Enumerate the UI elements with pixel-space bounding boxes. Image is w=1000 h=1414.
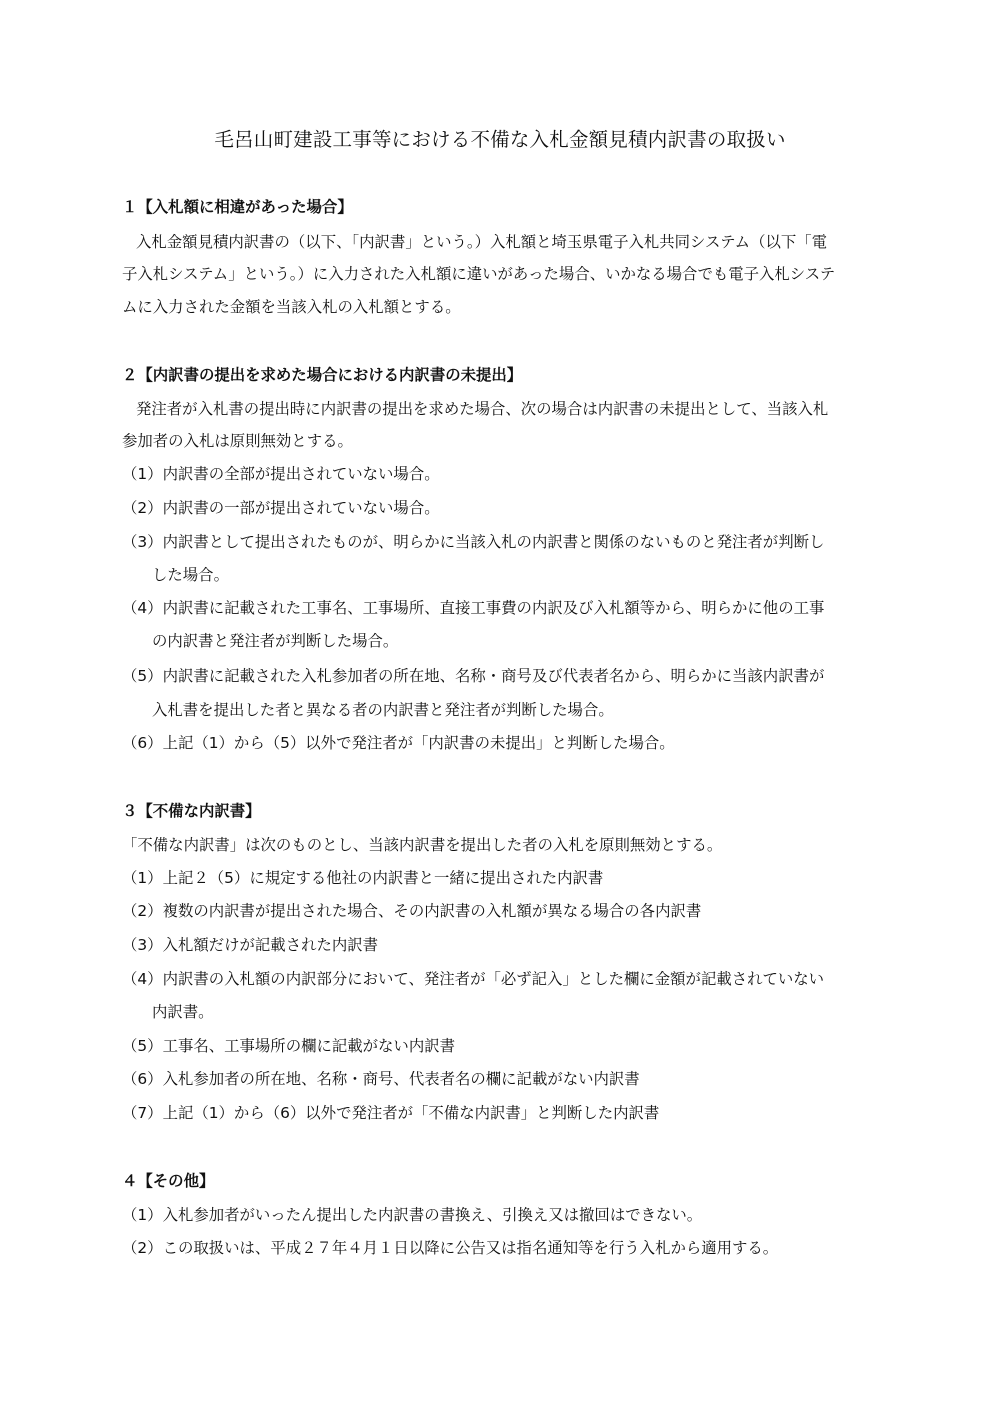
section-1-line-1: 入札金額見積内訳書の（以下、「内訳書」という。）入札額と埼玉県電子入札共同システム（以下「電 [136,233,828,251]
section-3-item-1: （1）上記２（5）に規定する他社の内訳書と一緒に提出された内訳書 [122,869,604,887]
section-1-line-2: 子入札システム」という。）に入力された入札額に違いがあった場合、いかなる場合でも電子入札システ [122,265,836,283]
section-3-item-2: （2）複数の内訳書が提出された場合、その内訳書の入札額が異なる場合の各内訳書 [122,902,702,920]
section-2-item-5: （5）内訳書に記載された入札参加者の所在地、名称・商号及び代表者名から、明らかに当該内訳書が [122,667,825,685]
section-3-item-5: （5）工事名、工事場所の欄に記載がない内訳書 [122,1037,455,1055]
section-2-item-2: （2）内訳書の一部が提出されていない場合。 [122,499,440,517]
section-3-item-6: （6）入札参加者の所在地、名称・商号、代表者名の欄に記載がない内訳書 [122,1070,640,1088]
section-2-item-4: （4）内訳書に記載された工事名、工事場所、直接工事費の内訳及び入札額等から、明らかに他の工事 [122,599,825,617]
section-3-item-4: （4）内訳書の入札額の内訳部分において、発注者が「必ず記入」とした欄に金額が記載されていない [122,970,825,988]
section-3-heading: ３【不備な内訳書】 [122,802,261,820]
section-2-item-5-cont: 入札書を提出した者と異なる者の内訳書と発注者が判断した場合。 [152,701,614,719]
section-3-item-7: （7）上記（1）から（6）以外で発注者が「不備な内訳書」と判断した内訳書 [122,1104,660,1122]
section-3-item-4-cont: 内訳書。 [152,1003,214,1021]
section-2-heading: ２【内訳書の提出を求めた場合における内訳書の未提出】 [122,366,523,384]
section-1-heading: １【入札額に相違があった場合】 [122,198,353,216]
section-4-item-2: （2）この取扱いは、平成２７年４月１日以降に公告又は指名通知等を行う入札から適用する。 [122,1239,779,1257]
section-2-item-4-cont: の内訳書と発注者が判断した場合。 [152,632,399,650]
section-2-item-1: （1）内訳書の全部が提出されていない場合。 [122,465,440,483]
section-2-item-3-cont: した場合。 [152,566,229,584]
section-4-item-1: （1）入札参加者がいったん提出した内訳書の書換え、引換え又は撤回はできない。 [122,1206,703,1224]
section-2-item-6: （6）上記（1）から（5）以外で発注者が「内訳書の未提出」と判断した場合。 [122,734,675,752]
section-1-line-3: ムに入力された金額を当該入札の入札額とする。 [122,298,461,316]
section-2-item-3: （3）内訳書として提出されたものが、明らかに当該入札の内訳書と関係のないものと発注者が判断し [122,533,825,551]
section-3-line-1: 「不備な内訳書」は次のものとし、当該内訳書を提出した者の入札を原則無効とする。 [122,836,723,854]
section-3-item-3: （3）入札額だけが記載された内訳書 [122,936,379,954]
section-2-line-1: 発注者が入札書の提出時に内訳書の提出を求めた場合、次の場合は内訳書の未提出として、当該入札 [136,400,829,418]
section-4-heading: ４【その他】 [122,1172,215,1190]
document-title: 毛呂山町建設工事等における不備な入札金額見積内訳書の取扱い [214,128,786,151]
section-2-line-2: 参加者の入札は原則無効とする。 [122,432,353,450]
